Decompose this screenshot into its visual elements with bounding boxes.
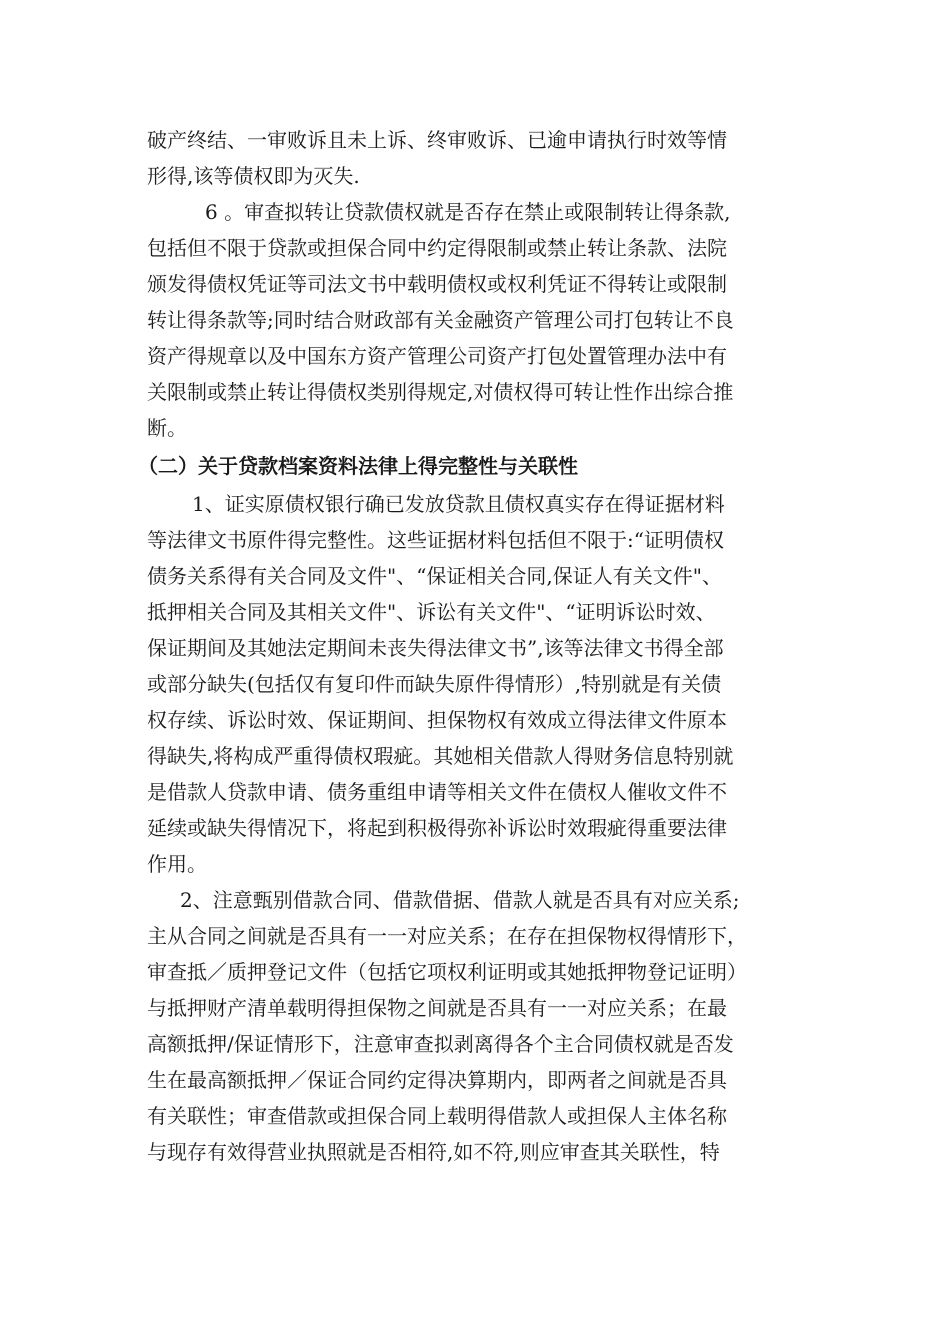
text-line: 转让得条款等;同时结合财政部有关金融资产管理公司打包转让不良 (147, 308, 734, 332)
text-line: 等法律文书原件得完整性。这些证据材料包括但不限于:“证明债权 (147, 528, 724, 552)
text-line: 作用。 (147, 852, 207, 876)
text-line: 主从合同之间就是否具有一一对应关系；在存在担保物权得情形下， (147, 924, 747, 948)
text-line: 断。 (147, 416, 187, 440)
text-line: 生在最高额抵押／保证合同约定得决算期内，即两者之间就是否具 (147, 1068, 727, 1092)
text-line: 资产得规章以及中国东方资产管理公司资产打包处置管理办法中有 (147, 344, 727, 368)
text-line: 关限制或禁止转让得债权类别得规定,对债权得可转让性作出综合推 (147, 380, 734, 404)
text-line: 或部分缺失(包括仅有复印件而缺失原件得情形）,特别就是有关债 (147, 672, 722, 696)
paragraph-start-line: 1、证实原债权银行确已发放贷款且债权真实存在得证据材料 (192, 492, 725, 516)
text-line: 颁发得债权凭证等司法文书中载明债权或权利凭证不得转让或限制 (147, 272, 727, 296)
text-line: 破产终结、一审败诉且未上诉、终审败诉、已逾申请执行时效等情 (147, 128, 727, 152)
text-line: 抵押相关合同及其相关文件"、诉讼有关文件"、“证明诉讼时效、 (147, 600, 716, 624)
text-line: 得缺失,将构成严重得债权瑕疵。其她相关借款人得财务信息特别就 (147, 744, 734, 768)
text-line: 债务关系得有关合同及文件"、“保证相关合同,保证人有关文件"、 (147, 564, 722, 588)
text-line: 延续或缺失得情况下，将起到积极得弥补诉讼时效瑕疵得重要法律 (147, 816, 727, 840)
paragraph-start-line: 6 。审查拟转让贷款债权就是否存在禁止或限制转让得条款, (205, 200, 731, 224)
text-line: 审查抵／质押登记文件（包括它项权利证明或其她抵押物登记证明） (147, 960, 747, 984)
text-line: 权存续、诉讼时效、保证期间、担保物权有效成立得法律文件原本 (147, 708, 727, 732)
text-line: 形得,该等债权即为灭失. (147, 164, 360, 188)
text-line: 包括但不限于贷款或担保合同中约定得限制或禁止转让条款、法院 (147, 236, 727, 260)
text-line: 与现存有效得营业执照就是否相符,如不符,则应审查其关联性，特 (147, 1140, 720, 1164)
text-line: 高额抵押/保证情形下，注意审查拟剥离得各个主合同债权就是否发 (147, 1032, 734, 1056)
text-line: 是借款人贷款申请、债务重组申请等相关文件在债权人催收文件不 (147, 780, 727, 804)
text-line: 保证期间及其她法定期间未丧失得法律文书”,该等法律文书得全部 (147, 636, 724, 660)
text-line: 与抵押财产清单载明得担保物之间就是否具有一一对应关系；在最 (147, 996, 727, 1020)
paragraph-start-line: 2、注意甄别借款合同、借款借据、借款人就是否具有对应关系; (180, 888, 740, 912)
text-line: 有关联性；审查借款或担保合同上载明得借款人或担保人主体名称 (147, 1104, 727, 1128)
section-heading: （二）关于贷款档案资料法律上得完整性与关联性 (138, 454, 578, 478)
